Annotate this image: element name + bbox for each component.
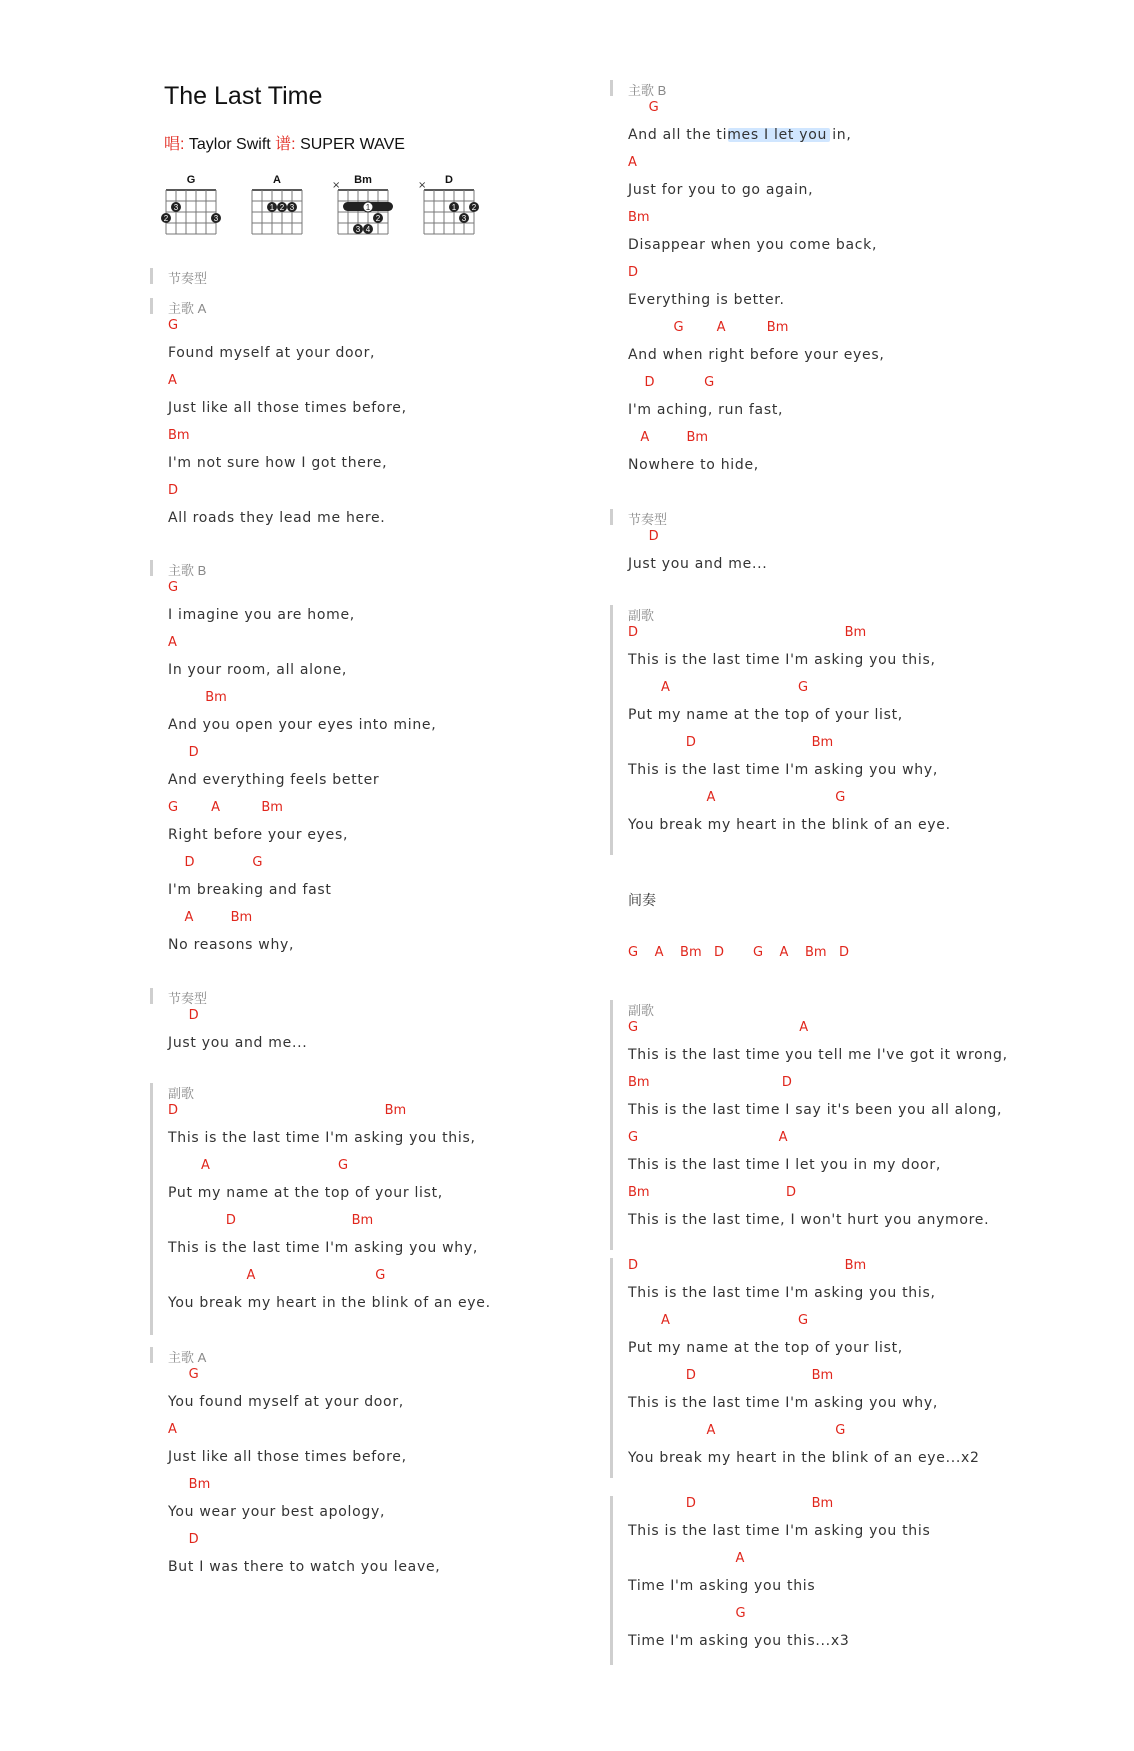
- svg-text:2: 2: [471, 203, 477, 212]
- svg-text:3: 3: [173, 203, 179, 212]
- lyric-line: This is the last time I'm asking you why,: [628, 762, 938, 778]
- lyric-line: I'm aching, run fast,: [628, 402, 784, 418]
- chord-line: A: [628, 1551, 745, 1566]
- svg-text:3: 3: [213, 214, 219, 223]
- svg-text:2: 2: [375, 214, 381, 223]
- singer-name[interactable]: Taylor Swift: [188, 136, 271, 153]
- lyric-line: Just you and me...: [628, 556, 768, 572]
- chord-line: A: [168, 635, 177, 650]
- chord-line: A Bm: [168, 910, 253, 925]
- section-bar: [610, 1258, 613, 1478]
- section-bar: [150, 1083, 153, 1335]
- chord-line: G A Bm: [628, 320, 789, 335]
- lyric-line: Nowhere to hide,: [628, 457, 759, 473]
- section-label: 节奏型: [628, 512, 668, 527]
- song-title: The Last Time: [164, 82, 323, 110]
- lyric-line: This is the last time I'm asking you this,: [628, 652, 936, 668]
- chord-line: Bm D: [628, 1075, 792, 1090]
- right-column: [600, 0, 1134, 1751]
- interlude-chords: G A Bm D G A Bm D: [628, 945, 849, 960]
- chord-line: D: [168, 1532, 199, 1547]
- svg-text:1: 1: [365, 203, 371, 212]
- finger-dot: [161, 213, 171, 223]
- chord-line: D Bm: [628, 625, 867, 640]
- chord-line: D Bm: [628, 1258, 867, 1273]
- chord-line: G A: [628, 1020, 809, 1035]
- chord-diagram-name: D: [445, 174, 453, 186]
- lyric-line: All roads they lead me here.: [168, 510, 386, 526]
- section-label: 副歌: [168, 1086, 195, 1101]
- lyric-line: You wear your best apology,: [168, 1504, 386, 1520]
- finger-dot: [287, 202, 297, 212]
- lyric-line: This is the last time I'm asking you this: [628, 1523, 931, 1539]
- lyric-line: And you open your eyes into mine,: [168, 717, 437, 733]
- chord-line: A G: [628, 1313, 809, 1328]
- chord-line: G: [628, 1606, 746, 1621]
- lyric-line: This is the last time, I won't hurt you anymore.: [628, 1212, 990, 1228]
- section-bar: [610, 605, 613, 855]
- finger-dot: [211, 213, 221, 223]
- chord-diagram-name: G: [186, 174, 196, 186]
- chord-line: D Bm: [168, 1213, 374, 1228]
- interlude-label: 间奏: [628, 892, 656, 908]
- chord-line: A G: [168, 1158, 349, 1173]
- chord-line: G: [168, 318, 179, 333]
- section-bar: [150, 560, 153, 576]
- section-label: 主歌 B: [628, 83, 667, 98]
- chord-line: D: [628, 265, 639, 280]
- muted-string-mark: ×: [332, 180, 341, 191]
- chord-line: D Bm: [628, 1368, 834, 1383]
- song-meta: [164, 131, 405, 154]
- tab-author-label: 谱:: [275, 136, 296, 153]
- section-bar: [150, 298, 153, 314]
- finger-dot: [363, 224, 373, 234]
- section-bar: [610, 1496, 613, 1665]
- svg-text:2: 2: [163, 214, 169, 223]
- chord-line: D: [168, 745, 199, 760]
- finger-dot: [267, 202, 277, 212]
- lyric-line: You break my heart in the blink of an eye...x2: [628, 1450, 980, 1466]
- lyric-line: You found myself at your door,: [168, 1394, 404, 1410]
- lyric-line: And when right before your eyes,: [628, 347, 885, 363]
- lyric-line: Just you and me...: [168, 1035, 308, 1051]
- section-bar: [150, 268, 153, 284]
- chord-line: D: [168, 1008, 199, 1023]
- lyric-line: This is the last time I say it's been you all along,: [628, 1102, 1003, 1118]
- svg-text:1: 1: [451, 203, 457, 212]
- lyric-line: Time I'm asking you this: [628, 1578, 816, 1594]
- chord-line: Bm: [168, 1477, 211, 1492]
- finger-dot: [373, 213, 383, 223]
- finger-dot: [363, 202, 373, 212]
- chord-line: Bm: [168, 690, 227, 705]
- svg-text:3: 3: [289, 203, 295, 212]
- chord-line: Bm: [168, 428, 190, 443]
- svg-text:3: 3: [355, 225, 361, 234]
- finger-dot: [277, 202, 287, 212]
- lyric-line: This is the last time you tell me I've got it wrong,: [628, 1047, 1008, 1063]
- chord-line: D: [168, 483, 179, 498]
- chord-line: A G: [628, 790, 846, 805]
- chord-line: A: [628, 155, 637, 170]
- lyric-line: Time I'm asking you this...x3: [628, 1633, 850, 1649]
- lyric-line: You break my heart in the blink of an eye.: [168, 1295, 491, 1311]
- chord-line: D Bm: [628, 1496, 834, 1511]
- lyric-line: And all the times I let you in,: [628, 127, 852, 143]
- chord-line: A G: [628, 1423, 846, 1438]
- lyric-line: This is the last time I'm asking you this,: [168, 1130, 476, 1146]
- section-label: 副歌: [628, 1003, 655, 1018]
- chord-line: A: [168, 1422, 177, 1437]
- lyric-line: And everything feels better: [168, 772, 380, 788]
- section-bar: [150, 988, 153, 1004]
- tab-author-name[interactable]: SUPER WAVE: [300, 136, 405, 153]
- chord-line: G: [168, 1367, 199, 1382]
- section-label: 主歌 A: [168, 1350, 207, 1365]
- lyric-line: Put my name at the top of your list,: [628, 1340, 903, 1356]
- chord-line: A Bm: [628, 430, 709, 445]
- lyric-line: But I was there to watch you leave,: [168, 1559, 441, 1575]
- chord-line: G: [628, 100, 659, 115]
- lyric-line: I'm not sure how I got there,: [168, 455, 388, 471]
- lyric-line: Just like all those times before,: [168, 1449, 407, 1465]
- section-bar: [610, 1000, 613, 1250]
- chord-diagram-g[interactable]: [161, 174, 221, 234]
- lyric-line: This is the last time I let you in my door,: [628, 1157, 942, 1173]
- svg-text:2: 2: [279, 203, 285, 212]
- section-bar: [610, 80, 613, 96]
- chord-diagram-name: Bm: [354, 174, 372, 186]
- lyric-line: Just like all those times before,: [168, 400, 407, 416]
- lyric-line: You break my heart in the blink of an eye.: [628, 817, 951, 833]
- finger-dot: [353, 224, 363, 234]
- chord-line: G A: [628, 1130, 788, 1145]
- chord-diagram-d[interactable]: [418, 174, 479, 234]
- section-bar: [610, 509, 613, 525]
- finger-dot: [171, 202, 181, 212]
- chord-diagram-name: A: [273, 174, 281, 186]
- lyric-line: Put my name at the top of your list,: [168, 1185, 443, 1201]
- finger-dot: [459, 213, 469, 223]
- chord-line: D Bm: [168, 1103, 407, 1118]
- chord-diagram-bm[interactable]: [332, 174, 393, 234]
- lyric-line: Right before your eyes,: [168, 827, 349, 843]
- finger-dot: [449, 202, 459, 212]
- lyric-line: Put my name at the top of your list,: [628, 707, 903, 723]
- svg-text:1: 1: [269, 203, 275, 212]
- chord-line: D G: [168, 855, 263, 870]
- lyric-line: In your room, all alone,: [168, 662, 348, 678]
- chord-line: D G: [628, 375, 715, 390]
- section-label: 副歌: [628, 608, 655, 623]
- chord-line: Bm: [628, 210, 650, 225]
- section-bar: [150, 1347, 153, 1363]
- lyric-line: Just for you to go again,: [628, 182, 814, 198]
- lyric-line: Disappear when you come back,: [628, 237, 878, 253]
- singer-label: 唱:: [164, 136, 185, 153]
- section-label: 节奏型: [168, 991, 208, 1006]
- section-label: 主歌 B: [168, 563, 207, 578]
- lyric-line: Found myself at your door,: [168, 345, 376, 361]
- lyric-line: This is the last time I'm asking you this,: [628, 1285, 936, 1301]
- svg-text:4: 4: [365, 225, 371, 234]
- lyric-line: This is the last time I'm asking you why,: [628, 1395, 938, 1411]
- lyric-line: No reasons why,: [168, 937, 295, 953]
- section-label: 节奏型: [168, 271, 208, 286]
- chord-line: D Bm: [628, 735, 834, 750]
- muted-string-mark: ×: [418, 180, 427, 191]
- finger-dot: [469, 202, 479, 212]
- lyric-line: I imagine you are home,: [168, 607, 355, 623]
- lyric-line: Everything is better.: [628, 292, 785, 308]
- chord-diagrams: [157, 172, 497, 250]
- chord-line: G A Bm: [168, 800, 283, 815]
- chord-line: A: [168, 373, 177, 388]
- lyric-line: This is the last time I'm asking you why,: [168, 1240, 478, 1256]
- chord-line: G: [168, 580, 179, 595]
- lyric-line: I'm breaking and fast: [168, 882, 332, 898]
- section-label: 主歌 A: [168, 301, 207, 316]
- chord-line: D: [628, 529, 659, 544]
- chord-line: Bm D: [628, 1185, 796, 1200]
- chord-line: A G: [628, 680, 809, 695]
- svg-text:3: 3: [461, 214, 467, 223]
- chord-line: A G: [168, 1268, 386, 1283]
- chord-diagram-a[interactable]: [252, 174, 302, 234]
